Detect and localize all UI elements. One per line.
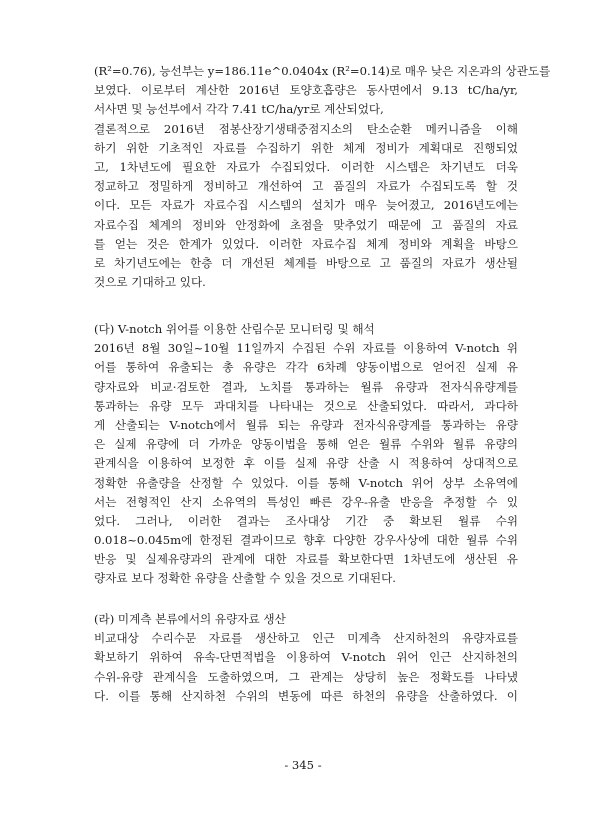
text-line: (R²=0.76), 능선부는 y=186.11e^0.0404x (R²=0.14)로 매우 낮은 지온과의 상관도를	[94, 64, 551, 78]
text-line: 다. 이를 통해 산지하천 수위의 변동에 따른 하천의 유량을 산출하였다. 이	[94, 688, 518, 703]
text-line: 은 실제 유량에 더 가까운 양동이법을 통해 얻은 월류 수위와 월류 유량의	[94, 437, 518, 452]
text-line: 정확한 유출량을 산정할 수 있었다. 이를 통해 V-notch 위어 상부 소유역에	[94, 475, 518, 490]
text-line: 0.018~0.045m에 한정된 결과이므로 향후 다양한 강우사상에 대한 월류 수위	[94, 533, 518, 548]
text-line: 량자료 보다 정확한 유량을 산출할 수 있을 것으로 기대된다.	[94, 571, 396, 586]
text-line: 서는 전형적인 산지 소유역의 특성인 빠른 강우-유출 반응을 추정할 수 있	[94, 494, 518, 509]
text-line: 관계식을 이용하여 보정한 후 이를 실제 유량 산출 시 적용하여 상대적으로	[94, 456, 518, 471]
text-line: 비교대상 수리수문 자료를 생산하고 인근 미계측 산지하천의 유량자료를	[94, 631, 518, 646]
paragraph-soil-respiration-conclusion	[94, 62, 551, 292]
text-line: 고, 1차년도에 필요한 자료가 수집되었다. 이러한 시스템은 차기년도 더욱	[94, 159, 518, 174]
section-v-notch-monitoring	[94, 320, 518, 589]
text-line: 로 차기년도에는 한층 더 개선된 체계를 바탕으로 고 품질의 자료가 생산될	[94, 255, 518, 270]
text-line: 반응 및 실제유량과의 관계에 대한 자료를 확보한다면 1차년도에 생산된 유	[94, 552, 518, 567]
text-line: 확보하기 위하여 유속-단면적법을 이용하여 V-notch 위어 인근 산지하천의	[94, 650, 518, 665]
text-line: 서사면 및 능선부에서 각각 7.41 tC/ha/yr로 계산되었다,	[94, 102, 384, 117]
text-line: 었다. 그러나, 이러한 결과는 조사대상 기간 중 확보된 월류 수위	[94, 513, 518, 528]
text-line: 보였다. 이로부터 계산한 2016년 토양호흡량은 동사면에서 9.13 tC/ha/yr,	[94, 83, 518, 98]
text-line: 수위-유량 관계식을 도출하였으며, 그 관계는 상당히 높은 정확도를 나타냈	[94, 669, 518, 684]
text-line: 량자료와 비교·검토한 결과, 노치를 통과하는 월류 유량과 전자식유량계를	[94, 379, 518, 394]
section-ungauged-discharge	[94, 610, 518, 706]
text-line: 정교하고 정밀하게 정비하고 개선하여 고 품질의 자료가 수집되도록 할 것	[94, 179, 518, 194]
text-line: 통과하는 유량 모두 과대치를 나타내는 것으로 산출되었다. 따라서, 과다하	[94, 398, 518, 413]
text-line: 를 얻는 것은 한계가 있었다. 이러한 자료수집 체계 정비와 계획을 바탕으	[94, 236, 518, 251]
text-line: 자료수집 체계의 정비와 안정화에 초점을 맞추었기 때문에 고 품질의 자료	[94, 217, 518, 232]
text-line: 게 산출되는 V-notch에서 월류 되는 유량과 전자식유량계를 통과하는 유량	[94, 417, 518, 432]
text-line: 것으로 기대하고 있다.	[94, 275, 206, 290]
text-line: 결론적으로 2016년 점봉산장기생태중점지소의 탄소순환 메커니즘을 이해	[94, 121, 518, 136]
page-number: - 345 -	[284, 758, 322, 772]
text-line: 이다. 모든 자료가 자료수집 시스템의 설치가 매우 늦어졌고, 2016년도에는	[94, 198, 518, 213]
text-line: 2016년 8월 30일~10월 11일까지 수집된 수위 자료를 이용하여 V-notch 위	[94, 341, 518, 356]
text-line: 어를 통하여 유출되는 총 유량은 각각 6차례 양동이법으로 얻어진 실제 유	[94, 360, 518, 375]
text-line: 하기 위한 기초적인 자료를 수집하기 위한 체계 정비가 계획대로 진행되었	[94, 140, 518, 155]
section-heading: (라) 미계측 본류에서의 유량자료 생산	[94, 612, 286, 626]
section-heading: (다) V-notch 위어를 이용한 산림수문 모니터링 및 해석	[94, 322, 375, 336]
